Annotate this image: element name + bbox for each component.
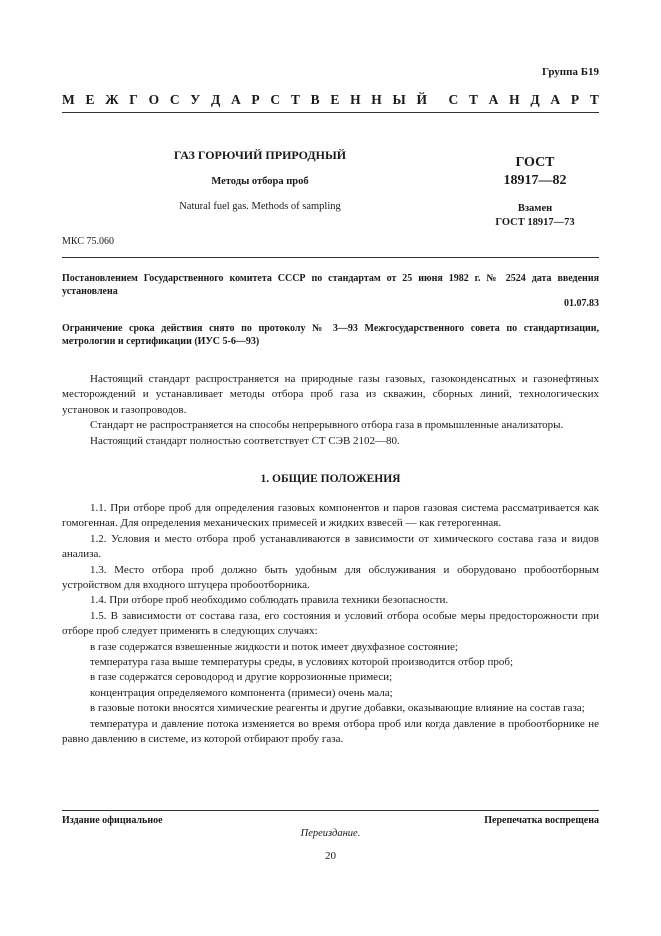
reprint-prohibited: Перепечатка воспрещена <box>484 815 599 826</box>
effective-date: 01.07.83 <box>564 298 599 309</box>
group-code: Группа Б19 <box>542 66 599 78</box>
heading-letter: Е <box>85 92 95 107</box>
clause-paragraph: концентрация определяемого компонента (примеси) очень мала; <box>90 686 393 699</box>
clause-paragraph: 1.4. При отборе проб необходимо соблюдать правила техники безопасности. <box>90 594 449 607</box>
document-title: ГАЗ ГОРЮЧИЙ ПРИРОДНЫЙ <box>173 148 347 162</box>
clause-paragraph: в газе содержатся взвешенные жидкости и поток имеет двухфазное состояние; <box>90 640 458 653</box>
standard-code <box>470 154 600 190</box>
replaces-label: Взамен <box>517 203 553 214</box>
heading-letter: Й <box>416 92 428 107</box>
english-title: Natural fuel gas. Methods of sampling <box>179 201 341 212</box>
heading-letter: А <box>488 92 499 107</box>
heading-letter: Д <box>530 92 540 107</box>
section-body <box>62 501 599 748</box>
page-number: 20 <box>325 850 336 862</box>
heading-letter: Т <box>290 92 300 107</box>
heading-letter: Т <box>589 92 599 107</box>
heading-letter: Ж <box>105 92 119 107</box>
heading-letter: Е <box>330 92 340 107</box>
heading-letter: С <box>270 92 281 107</box>
mks-code: МКС 75.060 <box>62 236 114 247</box>
heading-letter: М <box>62 92 75 107</box>
decree-text: Постановлением Государственного комитета СССР по стандартам от 25 июня 1982 г. № 2524 дата введения установлена <box>62 273 599 297</box>
clause-paragraph: 1.3. Место отбора проб должно быть удобным для обслуживания и оборудовано пробоотборным устройством для входного штуцера пробоотборника. <box>62 563 599 592</box>
clause-paragraph: 1.5. В зависимости от состава газа, его состояния и условий отбора особые меры предосторожности при отборе проб следует применять в следующих случаях: <box>62 609 599 638</box>
limitation-text: Ограничение срока действия снято по протоколу № 3—93 Межгосударственного совета по стандартизации, метрологии и сертификации (ИУС 5-6—93) <box>62 323 599 347</box>
intro-paragraph: Стандарт не распространяется на способы непрерывного отбора газа в промышленные анализаторы. <box>90 419 564 432</box>
heading-letter: А <box>550 92 561 107</box>
heading-letter: Р <box>251 92 260 107</box>
official-edition: Издание официальное <box>62 815 163 826</box>
clause-paragraph: температура и давление потока изменяется во время отбора проб или когда давление в пробоотборнике не равно давлению в системе, из которой отбирают пробу газа. <box>62 717 599 746</box>
top-rule <box>62 112 599 113</box>
heading-letter: Г <box>129 92 138 107</box>
interstate-standard-heading <box>62 92 599 108</box>
section-heading: 1. ОБЩИЕ ПОЛОЖЕНИЯ <box>260 473 401 485</box>
heading-letter: Ы <box>392 92 406 107</box>
clause-paragraph: 1.2. Условия и место отбора проб устанавливаются в зависимости от химического состава газа и видов анализа. <box>62 532 599 561</box>
heading-letter: Н <box>371 92 382 107</box>
replaces-number: ГОСТ 18917—73 <box>495 217 575 228</box>
replaces-block <box>470 202 600 230</box>
heading-letter: Т <box>468 92 478 107</box>
footer-rule <box>62 810 599 811</box>
heading-letter: У <box>190 92 201 107</box>
clause-paragraph: температура газа выше температуры среды, в условиях которой производится отбор проб; <box>90 656 514 669</box>
standard-label: ГОСТ <box>515 155 555 170</box>
clause-paragraph: в газе содержатся сероводород и другие коррозионные примеси; <box>90 671 393 684</box>
intro-paragraph: Настоящий стандарт распространяется на природные газы газовых, газоконденсатных и газонефтяных месторождений и устанавливает методы отбора проб газа из скважин, сборных линий, технологических установок и газопроводов. <box>62 373 599 416</box>
standard-number: 18917—82 <box>503 173 567 188</box>
heading-letter: О <box>148 92 160 107</box>
clause-paragraph: 1.1. При отборе проб для определения газовых компонентов и паров газовая система рассматривается как гомогенная. Для определения механических примесей и жидких взвесей — как гетерогенная. <box>62 502 599 530</box>
clause-paragraph: в газовые потоки вносятся химические реагенты и другие добавки, оказывающие влияние на состав газа; <box>90 702 585 715</box>
rule-after-mks <box>62 257 599 258</box>
intro-text <box>62 372 599 449</box>
heading-letter: Н <box>509 92 520 107</box>
heading-letter: В <box>310 92 320 107</box>
heading-letter: С <box>169 92 180 107</box>
heading-letter: Н <box>350 92 361 107</box>
heading-letter: Р <box>570 92 580 107</box>
reissue-note: Переиздание. <box>300 828 361 839</box>
document-subtitle: Методы отбора проб <box>211 176 309 187</box>
heading-letter: С <box>448 92 459 107</box>
heading-letter: А <box>230 92 241 107</box>
intro-paragraph: Настоящий стандарт полностью соответствует СТ СЭВ 2102—80. <box>90 434 400 447</box>
heading-letter: Д <box>210 92 221 107</box>
